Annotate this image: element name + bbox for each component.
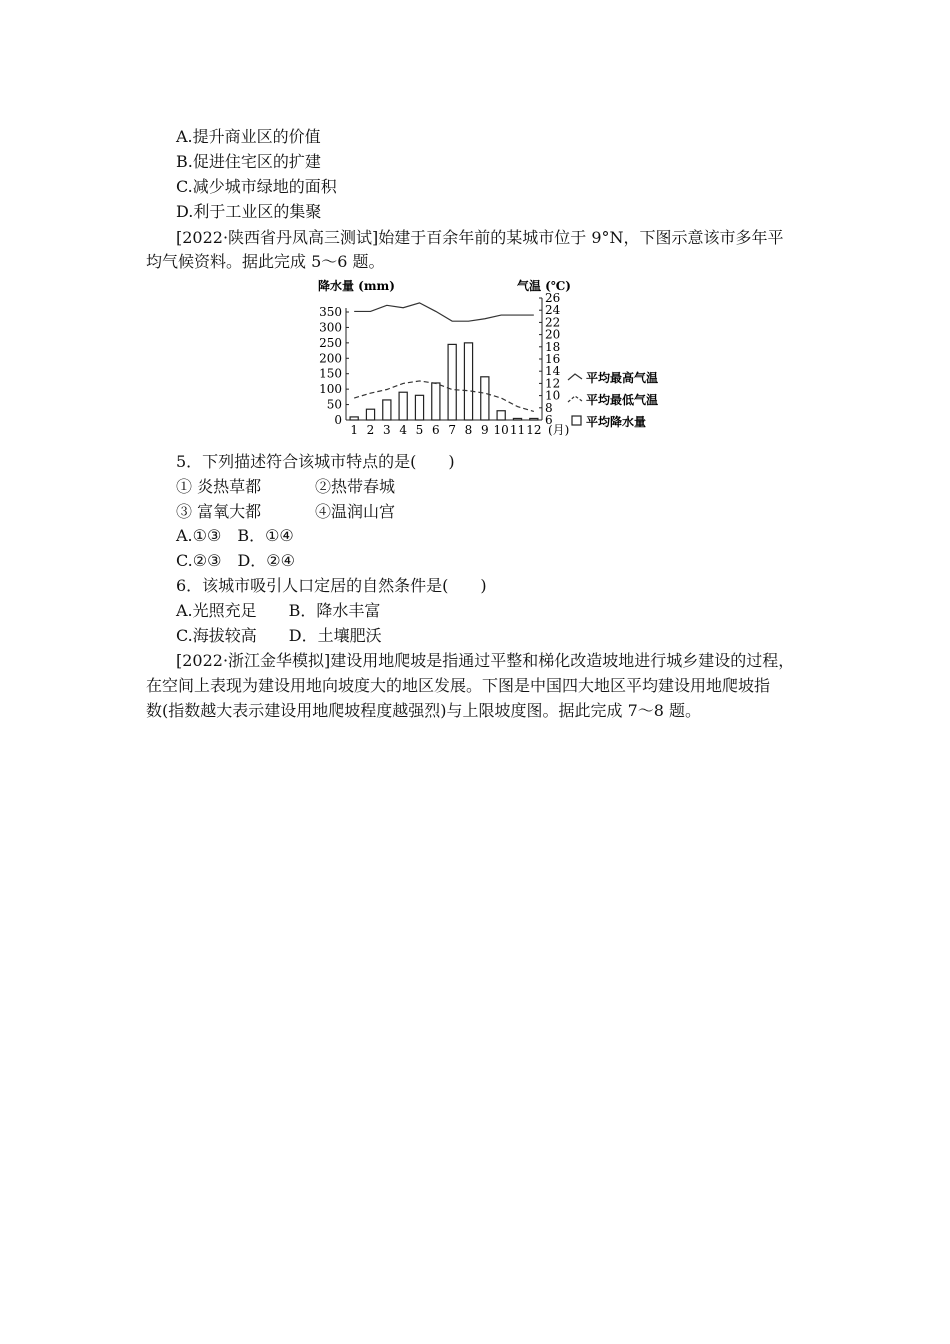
legend-max-temp-swatch bbox=[568, 374, 582, 380]
precip-tick-label: 0 bbox=[334, 413, 342, 427]
precip-tick-label: 50 bbox=[326, 397, 342, 412]
precip-bar bbox=[497, 411, 505, 420]
climate-chart bbox=[310, 274, 690, 438]
precip-bar bbox=[530, 418, 538, 420]
q4-option-c: C.减少城市绿地的面积 bbox=[176, 177, 337, 196]
q6-stem: 6．该城市吸引人口定居的自然条件是( ) bbox=[176, 576, 487, 595]
q5-stem: 5．下列描述符合该城市特点的是( ) bbox=[176, 452, 455, 471]
temp-tick-label: 6 bbox=[545, 413, 553, 427]
q6-choices-ab: A.光照充足 B．降水丰富 bbox=[176, 601, 381, 620]
precip-tick-label: 150 bbox=[319, 366, 342, 381]
precip-bar bbox=[415, 395, 423, 420]
month-tick-label: 9 bbox=[481, 423, 489, 437]
passage2-line2: 在空间上表现为建设用地向坡度大的地区发展。下图是中国四大地区平均建设用地爬坡指 bbox=[146, 676, 771, 695]
month-tick-label: 3 bbox=[383, 423, 391, 437]
month-tick-label: 7 bbox=[448, 423, 456, 437]
month-tick-label: 11 bbox=[509, 423, 526, 437]
precip-bar bbox=[432, 383, 440, 420]
precip-bar bbox=[513, 418, 521, 420]
temp-tick-label: 24 bbox=[545, 303, 561, 318]
temp-axis-label: 气温 (℃) bbox=[517, 279, 571, 293]
precip-bar bbox=[350, 417, 358, 420]
precip-bar bbox=[366, 409, 374, 420]
passage2-line1: [2022·浙江金华模拟]建设用地爬坡是指通过平整和梯化改造坡地进行城乡建设的过程， bbox=[176, 651, 795, 670]
legend-min-temp-swatch bbox=[568, 396, 582, 402]
temp-tick-label: 26 bbox=[545, 291, 561, 305]
legend-label: 平均最低气温 bbox=[586, 393, 659, 407]
legend-label: 平均最高气温 bbox=[586, 371, 659, 385]
temp-tick-label: 16 bbox=[545, 352, 561, 366]
month-tick-label: 10 bbox=[493, 423, 509, 437]
temp-tick-label: 22 bbox=[545, 315, 561, 330]
month-tick-label: 2 bbox=[366, 423, 375, 437]
q5-choices-ab: A.①③ B．①④ bbox=[176, 526, 294, 545]
month-tick-label: 4 bbox=[399, 423, 407, 437]
precip-axis-label: 降水量 (mm) bbox=[318, 279, 395, 293]
climate-chart-svg bbox=[310, 274, 690, 438]
precip-bar bbox=[399, 392, 407, 420]
month-tick-label: 12 bbox=[526, 423, 542, 437]
q4-option-d: D.利于工业区的集聚 bbox=[176, 202, 322, 221]
precip-tick-label: 350 bbox=[319, 305, 342, 319]
temp-tick-label: 14 bbox=[545, 364, 561, 379]
passage1-line1: [2022·陕西省丹凤高三测试]始建于百余年前的某城市位于 9°N，下图示意该市多年平 bbox=[176, 228, 784, 247]
temp-tick-label: 8 bbox=[545, 400, 553, 415]
q5-option-2: ②热带春城 bbox=[315, 477, 396, 496]
month-unit-label: (月) bbox=[548, 423, 570, 437]
max-temp-line bbox=[354, 303, 534, 321]
month-tick-label: 5 bbox=[415, 423, 424, 437]
temp-tick-label: 20 bbox=[545, 327, 561, 342]
precip-tick-label: 100 bbox=[319, 382, 342, 397]
precip-tick-label: 250 bbox=[319, 335, 342, 350]
passage2-line3: 数(指数越大表示建设用地爬坡程度越强烈)与上限坡度图。据此完成 7～8 题。 bbox=[146, 701, 702, 720]
temp-tick-label: 10 bbox=[545, 388, 561, 403]
q5-option-3: ③ 富氧大都 bbox=[176, 502, 262, 521]
precip-tick-label: 200 bbox=[319, 351, 342, 366]
precip-bar bbox=[383, 400, 391, 420]
month-tick-label: 1 bbox=[350, 423, 358, 437]
temp-tick-label: 12 bbox=[545, 376, 561, 391]
passage1-line2: 均气候资料。据此完成 5～6 题。 bbox=[146, 252, 385, 271]
month-tick-label: 8 bbox=[464, 423, 473, 437]
precip-bar bbox=[464, 343, 472, 420]
min-temp-line bbox=[354, 381, 534, 412]
legend-precip-swatch bbox=[572, 416, 581, 425]
q4-option-a: A.提升商业区的价值 bbox=[176, 127, 321, 146]
precip-tick-label: 300 bbox=[319, 320, 342, 335]
precip-bar bbox=[481, 377, 489, 420]
precip-bar bbox=[448, 344, 456, 420]
month-tick-label: 6 bbox=[432, 423, 440, 437]
q6-choices-cd: C.海拔较高 D．土壤肥沃 bbox=[176, 626, 382, 645]
legend-label: 平均降水量 bbox=[586, 415, 647, 429]
q5-option-1: ① 炎热草都 bbox=[176, 477, 262, 496]
q5-option-4: ④温润山宫 bbox=[315, 502, 396, 521]
q4-option-b: B.促进住宅区的扩建 bbox=[176, 152, 321, 171]
q5-choices-cd: C.②③ D．②④ bbox=[176, 551, 295, 570]
temp-tick-label: 18 bbox=[545, 339, 561, 354]
